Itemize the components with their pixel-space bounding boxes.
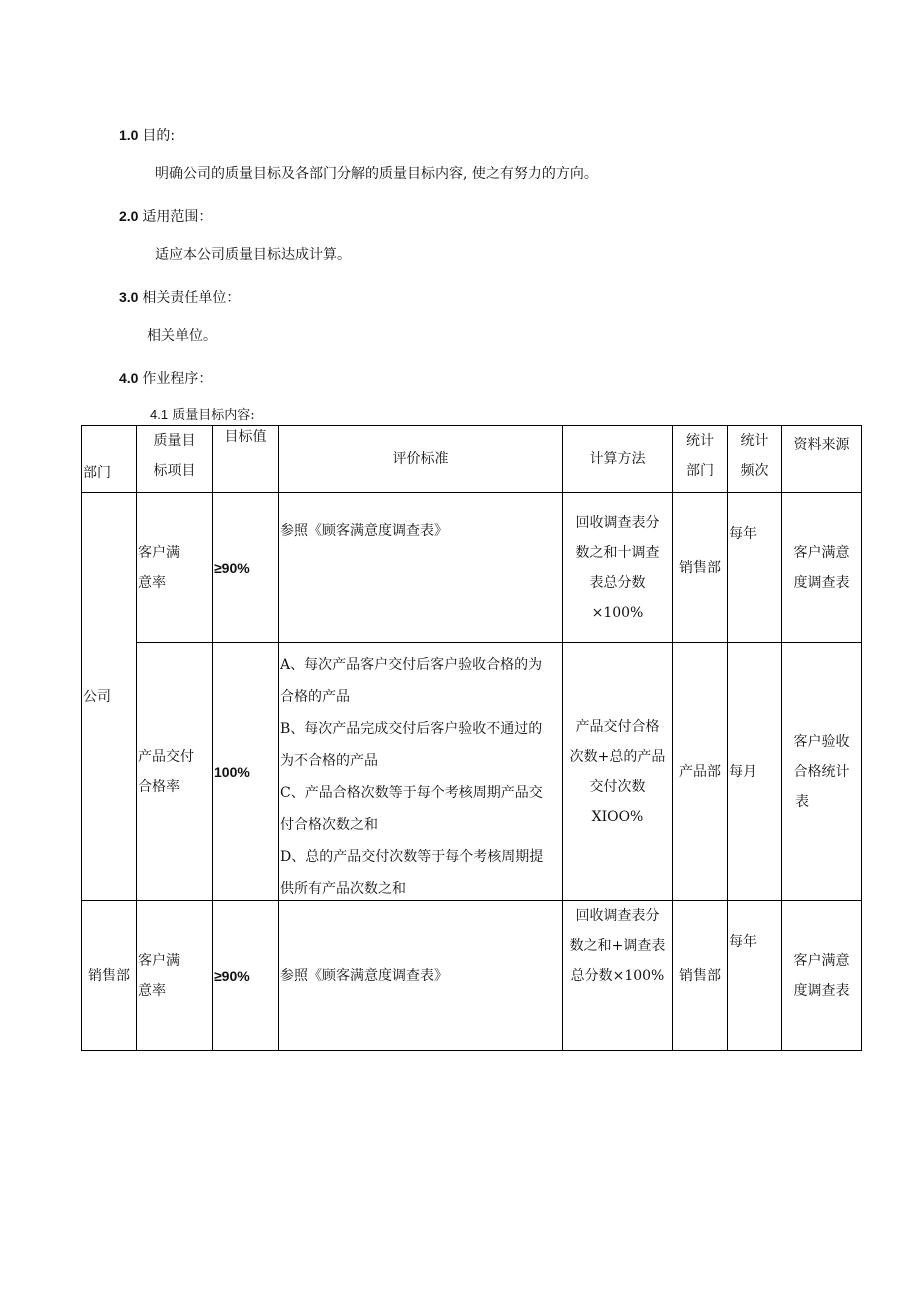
subsection-number: 4.1 — [150, 407, 169, 422]
cell-criteria — [279, 643, 563, 901]
header-source: 资料来源 — [782, 426, 862, 493]
cell-target: ≥90% — [213, 493, 279, 643]
cell-item: 客户满 意率 — [137, 493, 213, 643]
cell-freq: 每年 — [728, 493, 782, 643]
section-number: 4.0 — [119, 370, 139, 386]
cell-target: 100% — [213, 643, 279, 901]
cell-freq: 每月 — [728, 643, 782, 901]
cell-item: 客户满 意率 — [137, 901, 213, 1051]
table-row — [82, 901, 862, 1051]
section-2-title — [119, 206, 212, 226]
subsection-4-1-title — [150, 404, 255, 423]
header-method: 计算方法 — [563, 426, 673, 493]
cell-item: 产品交付 合格率 — [137, 643, 213, 901]
cell-stat-dept: 销售部 — [673, 901, 728, 1051]
cell-source: 客户满意 度调查表 — [782, 901, 862, 1051]
section-4-title — [119, 368, 212, 388]
section-3-title — [119, 287, 240, 307]
cell-source: 客户满意 度调查表 — [782, 493, 862, 643]
cell-freq: 每年 — [728, 901, 782, 1051]
header-criteria: 评价标准 — [279, 426, 563, 493]
section-label: 适用范围： — [142, 209, 213, 225]
section-3-body: 相关单位。 — [147, 328, 217, 344]
section-2-body: 适应本公司质量目标达成计算。 — [155, 247, 351, 263]
cell-source: 客户验收 合格统计 表 — [782, 643, 862, 901]
table-row — [82, 493, 862, 643]
cell-dept: 公司 — [82, 493, 137, 901]
section-label: 目的: — [142, 128, 176, 144]
header-dept: 部门 — [82, 426, 137, 493]
cell-stat-dept: 产品部 — [673, 643, 728, 901]
cell-method: 回收调查表分 数之和+调查表 总分数×100% — [563, 901, 673, 1051]
subsection-label: 质量目标内容: — [172, 408, 255, 423]
cell-target: ≥90% — [213, 901, 279, 1051]
header-stat-dept: 统计 部门 — [673, 426, 728, 493]
table-row — [82, 643, 862, 901]
criteria-list: A、每次产品客户交付后客户验收合格的为 合格的产品 B、每次产品完成交付后客户验收不通过的 为不合格的产品 C、产品合格次数等于每个考核周期产品交 付合格次数之和 D、总的产品交付次数等于每个考核周期提 供所有产品次数之和 — [280, 657, 544, 897]
cell-criteria: 参照《顾客满意度调查表》 — [279, 493, 563, 643]
section-label: 作业程序： — [142, 371, 213, 387]
header-target: 目标值 — [213, 426, 279, 493]
cell-method: 产品交付合格 次数+总的产品 交付次数 XIOO% — [563, 643, 673, 901]
section-label: 相关责任单位： — [142, 290, 241, 306]
header-item: 质量目 标项目 — [137, 426, 213, 493]
cell-dept: 销售部 — [82, 901, 137, 1051]
table-header-row — [82, 426, 862, 493]
cell-method: 回收调查表分 数之和十调查 表总分数 ×100% — [563, 493, 673, 643]
section-1-body: 明确公司的质量目标及各部门分解的质量目标内容, 使之有努力的方向。 — [155, 166, 598, 182]
section-number: 1.0 — [119, 127, 139, 143]
header-freq: 统计 频次 — [728, 426, 782, 493]
quality-objectives-table — [81, 425, 862, 1051]
section-number: 2.0 — [119, 208, 139, 224]
cell-stat-dept: 销售部 — [673, 493, 728, 643]
section-number: 3.0 — [119, 289, 139, 305]
section-1-title — [119, 125, 175, 145]
cell-criteria: 参照《顾客满意度调查表》 — [279, 901, 563, 1051]
